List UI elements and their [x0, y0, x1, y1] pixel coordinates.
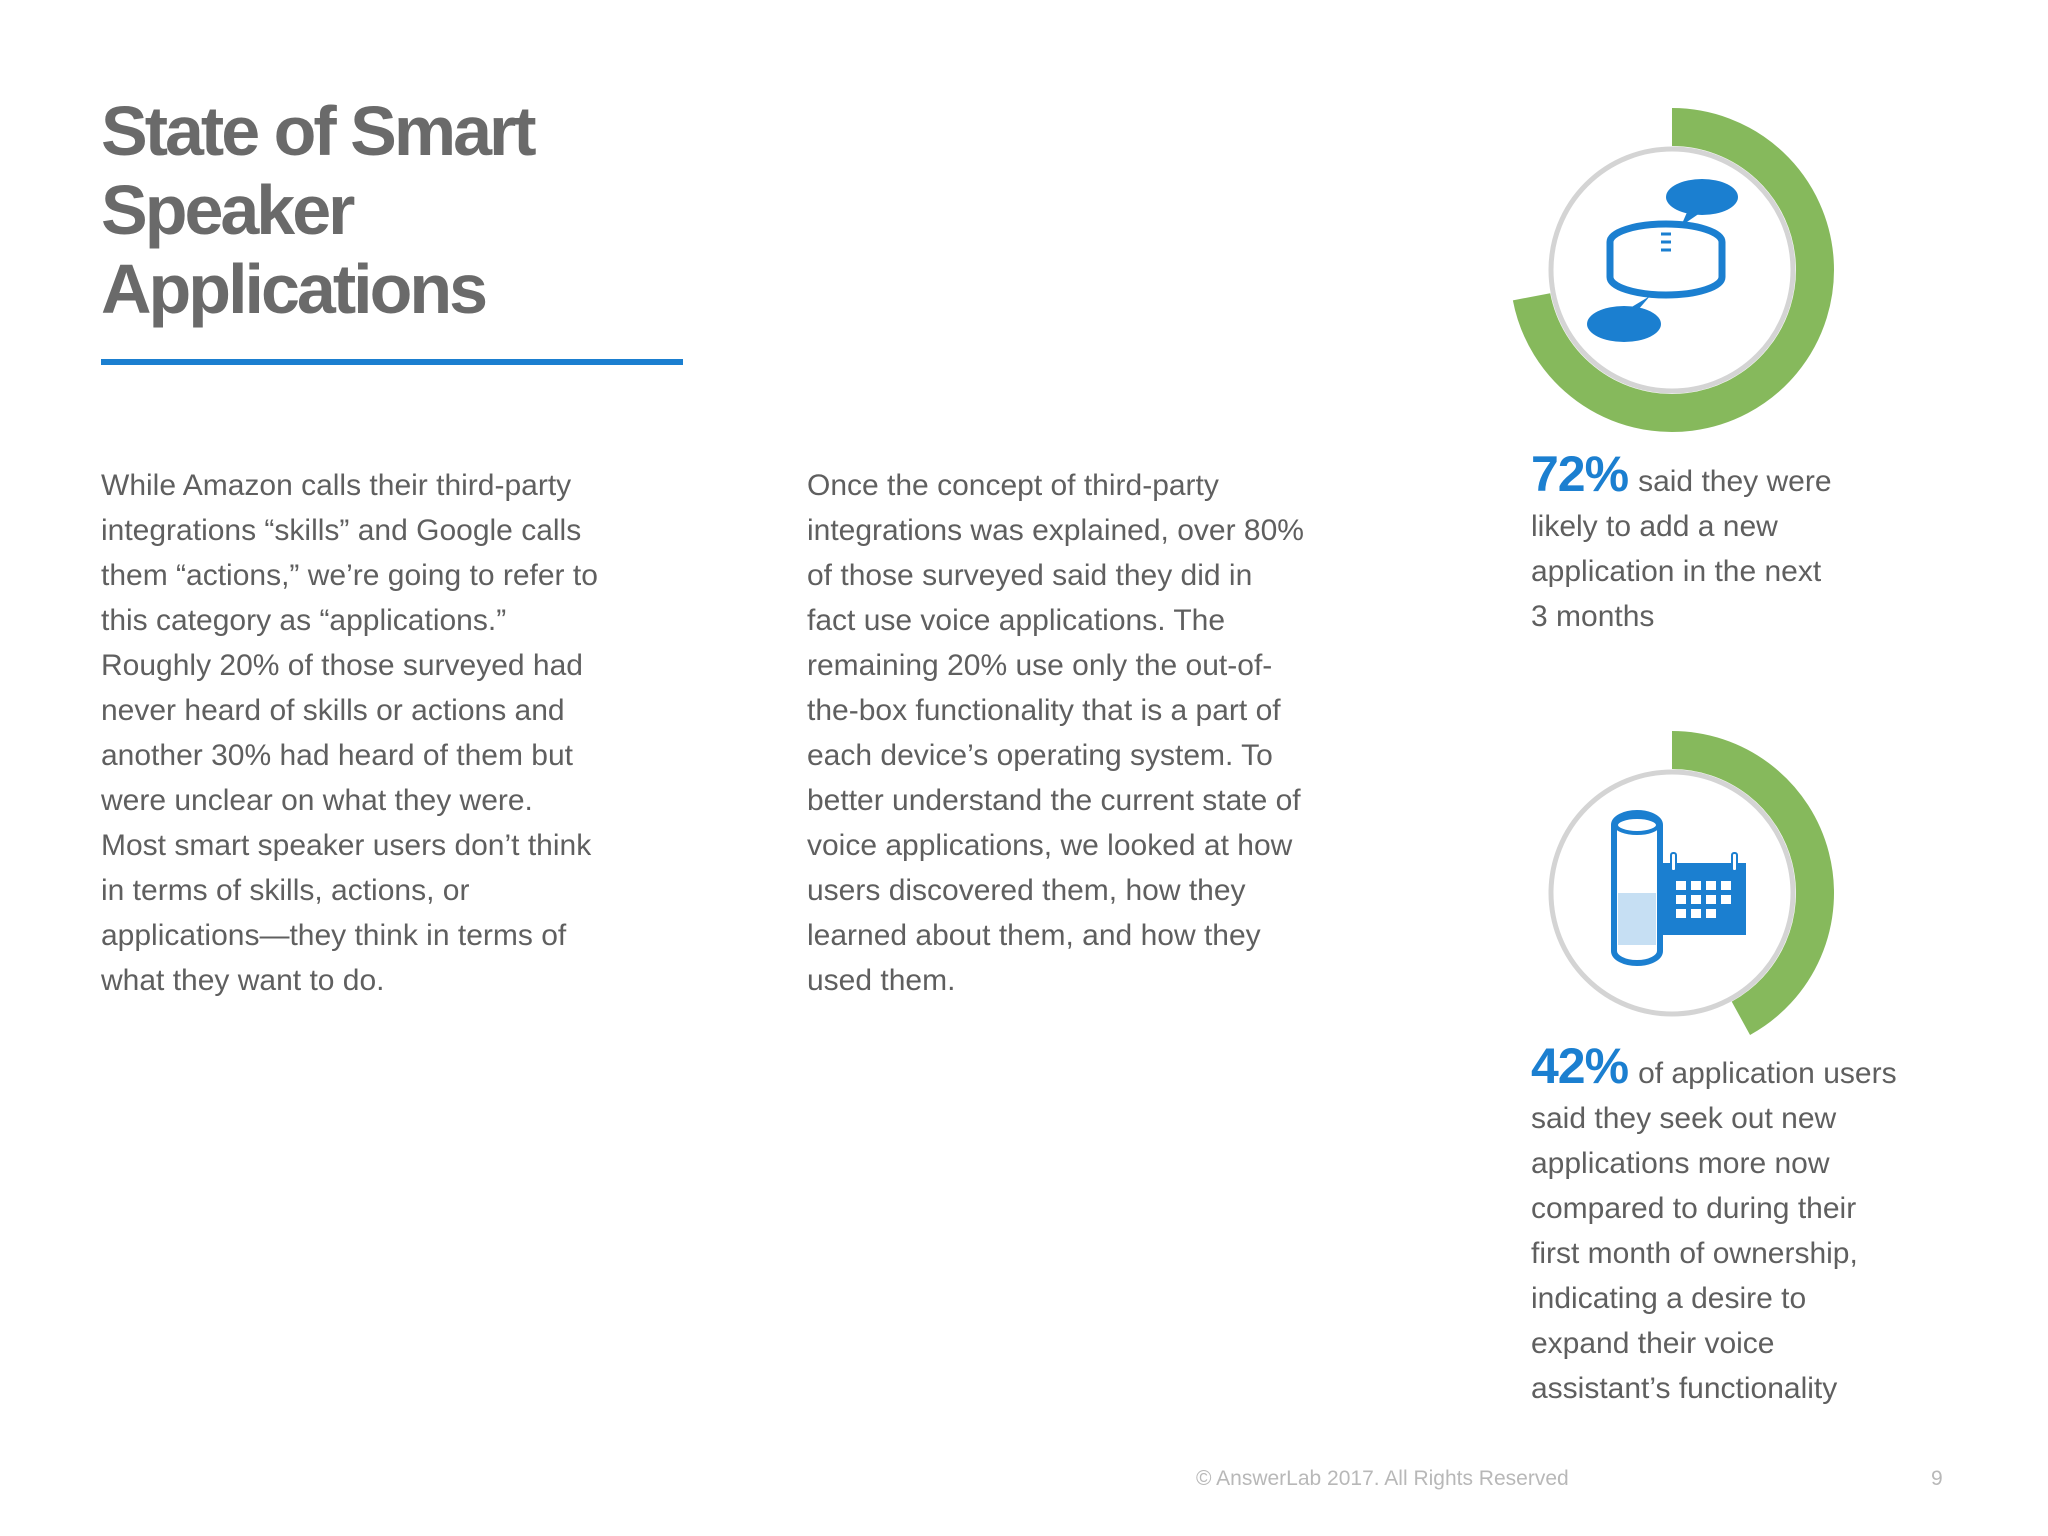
title-line-2: Speaker [101, 171, 353, 249]
col1-line: never heard of skills or actions and [101, 694, 565, 727]
col2-line: voice applications, we looked at how [807, 829, 1293, 862]
col2-line: each device’s operating system. To [807, 739, 1273, 772]
stat-line: assistant’s functionality [1531, 1372, 1838, 1405]
col2-line: users discovered them, how they [807, 874, 1246, 907]
col1-line: Most smart speaker users don’t think [101, 829, 592, 862]
col2-line: Once the concept of third-party [807, 469, 1219, 502]
col1-line: applications—they think in terms of [101, 919, 567, 952]
stat-line: first month of ownership, [1531, 1237, 1858, 1270]
stat-block-72 [1531, 446, 1951, 639]
page-number: 9 [1931, 1467, 1943, 1490]
col2-line: better understand the current state of [807, 784, 1301, 817]
stat-line: applications more now [1531, 1147, 1830, 1180]
stat-lead-text: of application users [1638, 1057, 1897, 1090]
col2-line: used them. [807, 964, 956, 997]
stat-lead-text: said they were [1638, 465, 1832, 498]
col2-line: integrations was explained, over 80% [807, 514, 1304, 547]
col1-line: what they want to do. [101, 964, 385, 997]
title-underline [101, 359, 683, 365]
body-column-middle [807, 463, 1367, 1003]
col1-line: another 30% had heard of them but [101, 739, 574, 772]
col1-line: While Amazon calls their third-party [101, 469, 572, 502]
col1-line: in terms of skills, actions, or [101, 874, 470, 907]
stat-percent: 72% [1531, 446, 1629, 502]
col2-line: the-box functionality that is a part of [807, 694, 1281, 727]
stat-ring-42 [1492, 713, 1852, 1073]
stat-block-42 [1531, 1038, 1951, 1411]
speaker-with-speech-bubbles-icon [1587, 179, 1738, 342]
copyright-footer: © AnswerLab 2017. All Rights Reserved [1196, 1467, 1569, 1490]
stat-line: 3 months [1531, 600, 1655, 633]
title-line-1: State of Smart [101, 92, 534, 170]
col2-line: fact use voice applications. The [807, 604, 1226, 637]
stat-line: expand their voice [1531, 1327, 1775, 1360]
page-title [101, 92, 721, 329]
stat-ring-72 [1492, 90, 1852, 450]
col1-line: them “actions,” we’re going to refer to [101, 559, 598, 592]
stat-line: said they seek out new [1531, 1102, 1837, 1135]
col2-line: of those surveyed said they did in [807, 559, 1253, 592]
title-line-3: Applications [101, 250, 486, 328]
stat-line: compared to during their [1531, 1192, 1857, 1225]
col1-line: were unclear on what they were. [101, 784, 533, 817]
stat-percent: 42% [1531, 1038, 1629, 1094]
col1-line: Roughly 20% of those surveyed had [101, 649, 583, 682]
col1-line: integrations “skills” and Google calls [101, 514, 582, 547]
stat-line: likely to add a new [1531, 510, 1778, 543]
stat-line: indicating a desire to [1531, 1282, 1807, 1315]
body-column-left [101, 463, 661, 1003]
speaker-with-calendar-icon [1614, 813, 1746, 963]
col1-line: this category as “applications.” [101, 604, 507, 637]
col2-line: learned about them, and how they [807, 919, 1261, 952]
stat-line: application in the next [1531, 555, 1822, 588]
col2-line: remaining 20% use only the out-of- [807, 649, 1273, 682]
